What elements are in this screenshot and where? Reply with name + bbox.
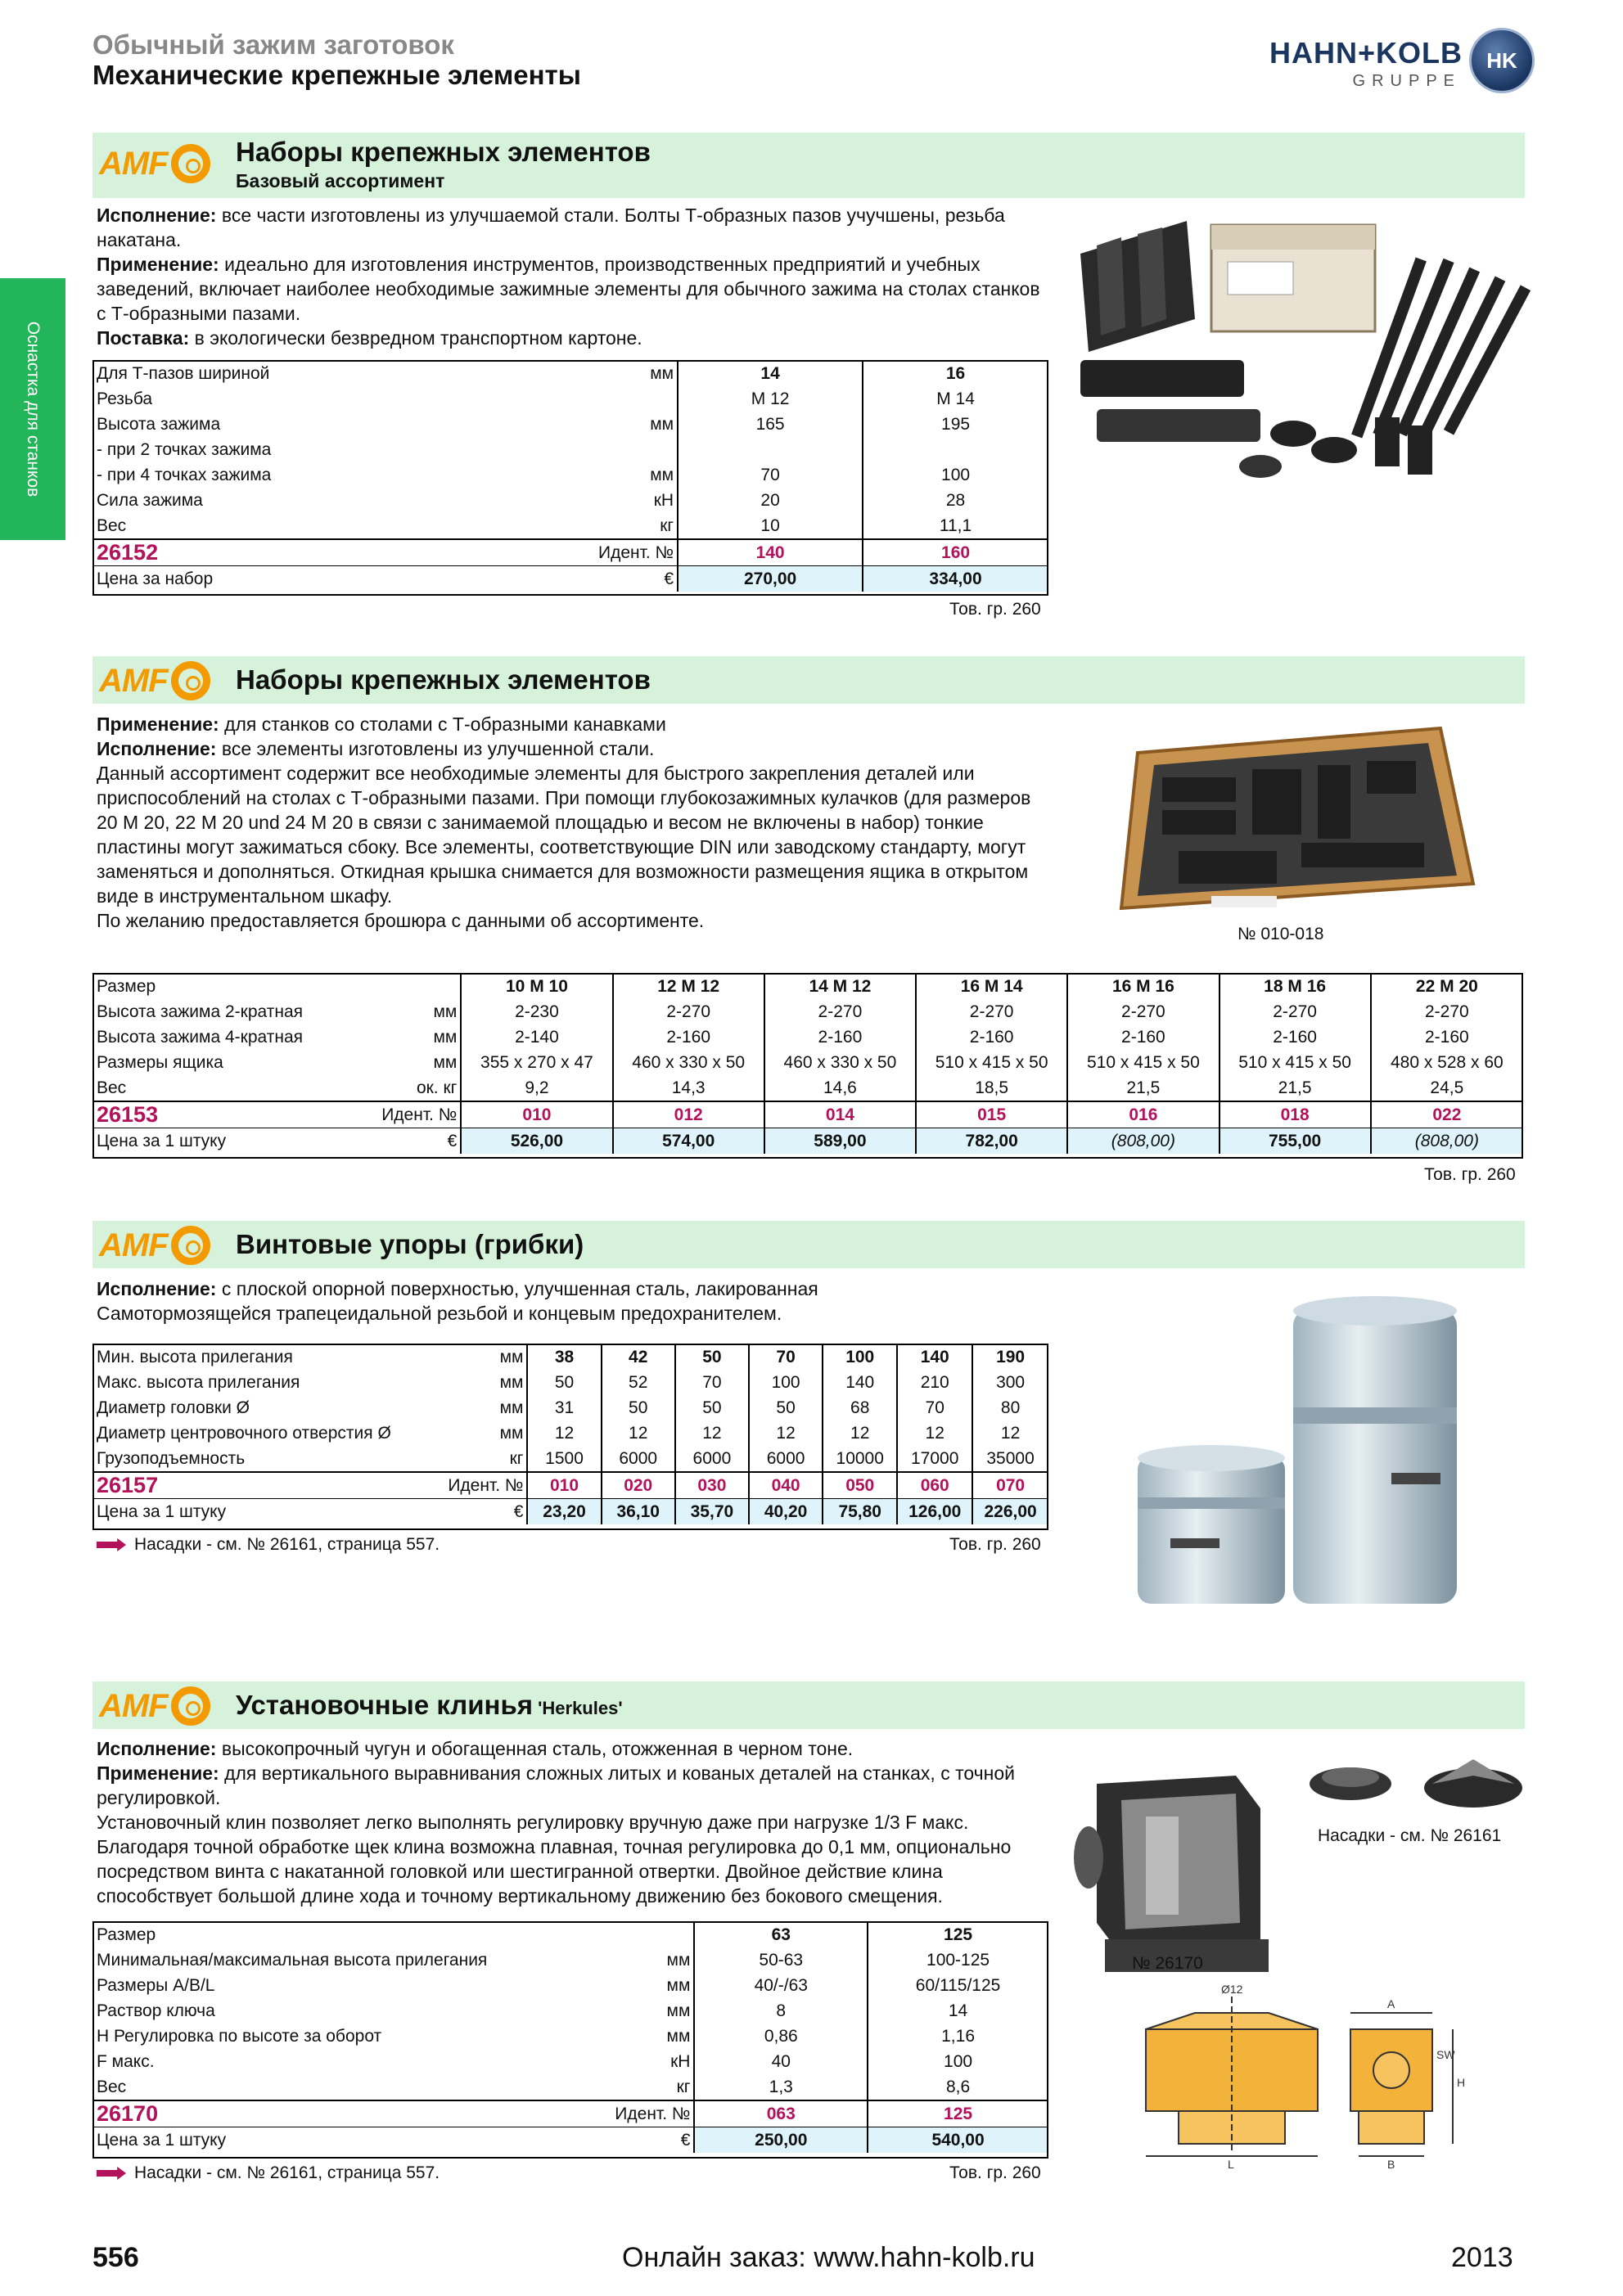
row-unit: ок. кг [416, 1078, 458, 1097]
row-unit: мм [499, 1398, 524, 1417]
article-row [93, 2100, 1048, 2127]
row-label: Высота зажима 2-кратная [97, 1002, 304, 1021]
price-value: 23,20 [527, 1499, 601, 1525]
row-label: Для Т-пазов шириной [97, 364, 270, 383]
table-cell: 2-160 [1371, 1024, 1522, 1050]
table-row [93, 1947, 1048, 1973]
article-row [93, 1101, 1522, 1128]
brand-emblem-icon: HK [1469, 28, 1535, 93]
row-unit: кН [670, 2052, 691, 2071]
table-cell: 12 [749, 1420, 823, 1446]
row-unit: кг [660, 516, 674, 535]
table-row [93, 1395, 1048, 1420]
row-label: Макс. высота прилегания [97, 1373, 300, 1392]
spec-table [93, 1922, 1048, 2153]
ident-number: 010 [461, 1101, 612, 1128]
row-label: Грузоподъемность [97, 1449, 246, 1468]
price-value: 574,00 [613, 1128, 764, 1155]
table-row [93, 2074, 1048, 2100]
ident-number: 060 [897, 1472, 972, 1499]
table-cell: 165 [678, 412, 863, 437]
row-unit: мм [666, 1976, 691, 1995]
table-cell: 70 [897, 1395, 972, 1420]
ident-number: 022 [1371, 1101, 1522, 1128]
table-cell: 52 [602, 1370, 675, 1395]
ident-number: 014 [764, 1101, 916, 1128]
row-label: Высота зажима [97, 415, 221, 434]
table-cell: 12 [527, 1420, 601, 1446]
amf-ring-icon [171, 144, 210, 183]
ident-label: Идент. № [584, 539, 678, 566]
price-value: 540,00 [868, 2127, 1048, 2154]
ident-number: 012 [613, 1101, 764, 1128]
drawing-label: L [1228, 2158, 1234, 2168]
catalog-subcategory: Механические крепежные элементы [92, 60, 581, 90]
table-row [93, 1024, 1522, 1050]
article-number: 26170 [93, 2100, 602, 2127]
table-cell: 2-230 [461, 999, 612, 1024]
section-title: Наборы крепежных элементов [236, 137, 651, 167]
amf-logo: AMF [99, 144, 210, 183]
table-cell: 17000 [897, 1446, 972, 1472]
row-label: Диаметр головки Ø [97, 1398, 250, 1417]
table-cell: 31 [527, 1395, 601, 1420]
table-cell: 14,3 [613, 1075, 764, 1101]
row-unit [584, 437, 678, 462]
table-cell: 70 [675, 1370, 749, 1395]
table-cell: 2-270 [764, 999, 916, 1024]
table-cell: 140 [897, 1344, 972, 1370]
price-value: 126,00 [897, 1499, 972, 1525]
section-description: Применение: для станков со столами с Т-образными канавками Исполнение: все элементы изготовлены из улучшенной стали. Данный ассортимент содержит все необходимые элементы для быстрого закрепления деталей или приспособлений на столах с Т-образными пазами. При помощи глубокозажимных кулачков (для размеров 20 M 20, 22 M 20 und 24 M 20 в связи с занимаемой площадью и весом не включены в набор) тонкие пластины могут зажиматься сбоку. Все элементы, соответствующие DIN или заводскому стандарту, могут заменяться и дополняться. Откидная крышка снимается для возможности размещения ящика в открытом виде в инструментальном шкафу. По желанию предоставляется брошюра с данными об ассортименте. [97, 714, 1031, 931]
table-cell: 1,3 [694, 2074, 868, 2100]
row-unit [584, 386, 678, 412]
section-header-screw-jacks [92, 1221, 1525, 1268]
table-cell: 8 [694, 1998, 868, 2024]
table-cell: 42 [602, 1344, 675, 1370]
row-label: - при 4 точках зажима [97, 466, 272, 484]
price-label: Цена за набор [93, 566, 584, 592]
table-cell: 2-270 [1371, 999, 1522, 1024]
table-cell: 21,5 [1220, 1075, 1371, 1101]
price-value: (808,00) [1067, 1128, 1219, 1155]
amf-ring-icon [171, 661, 210, 700]
price-row [93, 1499, 1048, 1525]
table-row [93, 437, 1048, 462]
table-cell: 125 [868, 1922, 1048, 1947]
table-row [93, 412, 1048, 437]
drawing-label: B [1387, 2158, 1395, 2168]
table-cell: 2-270 [613, 999, 764, 1024]
table-cell: 12 [823, 1420, 897, 1446]
ident-number: 050 [823, 1472, 897, 1499]
table-cell: 50 [749, 1395, 823, 1420]
table-cell: 140 [823, 1370, 897, 1395]
price-row [93, 1128, 1522, 1155]
table-cell: 50 [602, 1395, 675, 1420]
price-value: 75,80 [823, 1499, 897, 1525]
table-cell: 35000 [972, 1446, 1048, 1472]
row-label: Мин. высота прилегания [97, 1348, 293, 1366]
fixture-set-photo [1064, 205, 1539, 507]
table-cell: 12 [675, 1420, 749, 1446]
fixture-case-photo [1105, 720, 1481, 916]
table-cell: 21,5 [1067, 1075, 1219, 1101]
table-cell: 510 x 415 x 50 [1067, 1050, 1219, 1075]
table-cell: 100-125 [868, 1947, 1048, 1973]
table-cell: 12 [897, 1420, 972, 1446]
screw-jack-photo [1121, 1293, 1481, 1620]
table-cell: 300 [972, 1370, 1048, 1395]
table-row [93, 1075, 1522, 1101]
price-value: 40,20 [749, 1499, 823, 1525]
table-cell: 195 [863, 412, 1048, 437]
row-label: F макс. [97, 2052, 155, 2071]
section-title: Установочные клинья 'Herkules' [236, 1690, 623, 1720]
table-cell: 40 [694, 2049, 868, 2074]
table-cell: 28 [863, 488, 1048, 513]
price-value: 35,70 [675, 1499, 749, 1525]
table-row [93, 488, 1048, 513]
table-cell: 6000 [675, 1446, 749, 1472]
arrow-right-icon [97, 1538, 126, 1551]
table-cell: 480 x 528 x 60 [1371, 1050, 1522, 1075]
row-unit: кг [509, 1449, 524, 1468]
price-value: 250,00 [694, 2127, 868, 2154]
row-unit: мм [433, 1002, 458, 1021]
table-cell: 16 M 14 [916, 974, 1067, 999]
product-group: Тов. гр. 260 [949, 1535, 1041, 1554]
product-group: Тов. гр. 260 [1424, 1165, 1516, 1184]
row-unit: мм [666, 2027, 691, 2046]
table-cell: 14 [678, 361, 863, 386]
table-row [93, 1446, 1048, 1472]
row-unit [378, 974, 461, 999]
table-cell: 11,1 [863, 513, 1048, 539]
spec-table [93, 361, 1048, 592]
price-value: 782,00 [916, 1128, 1067, 1155]
table-cell: 12 M 12 [613, 974, 764, 999]
table-cell: 20 [678, 488, 863, 513]
section-header-wedges [92, 1681, 1525, 1729]
table-cell: 18,5 [916, 1075, 1067, 1101]
spec-table [93, 1344, 1048, 1524]
ident-number: 160 [863, 539, 1048, 566]
price-value: (808,00) [1371, 1128, 1522, 1155]
article-number: 26157 [93, 1472, 444, 1499]
brand-name: HAHN+KOLB [1269, 36, 1463, 70]
ident-number: 010 [527, 1472, 601, 1499]
cross-reference-note[interactable]: Насадки - см. № 26161, страница 557. [97, 2163, 440, 2183]
table-cell: 1,16 [868, 2024, 1048, 2049]
price-value: 226,00 [972, 1499, 1048, 1525]
price-value: 526,00 [461, 1128, 612, 1155]
row-label: Размер [97, 1925, 156, 1944]
inserts-photo [1301, 1751, 1531, 1825]
amf-logo: AMF [99, 1686, 210, 1726]
table-cell: 100 [868, 2049, 1048, 2074]
side-category-tab[interactable] [0, 278, 65, 540]
spec-table [93, 974, 1522, 1154]
ident-number: 140 [678, 539, 863, 566]
row-unit: мм [666, 1951, 691, 1970]
table-row [93, 2024, 1048, 2049]
table-cell: 2-270 [1067, 999, 1219, 1024]
ident-number: 063 [694, 2100, 868, 2127]
currency-symbol: € [602, 2127, 695, 2154]
table-row [93, 1420, 1048, 1446]
table-cell: 14 M 12 [764, 974, 916, 999]
table-cell: 0,86 [694, 2024, 868, 2049]
amf-logo: AMF [99, 1226, 210, 1265]
table-row [93, 1344, 1048, 1370]
table-cell: 60/115/125 [868, 1973, 1048, 1998]
table-cell: 50 [675, 1344, 749, 1370]
table-cell: M 14 [863, 386, 1048, 412]
table-row [93, 2049, 1048, 2074]
table-cell: 14 [868, 1998, 1048, 2024]
section-description: Исполнение: все части изготовлены из улучшаемой стали. Болты Т-образных пазов учучшены, резьба накатана. Применение: идеально для изготовления инструментов, производственных предприятий и учебных заведений, включает наиболее необходимые зажимные элементы для обычного зажима на столах станков с Т-образными пазами. Поставка: в экологически безвредном транспортном картоне. [97, 205, 1040, 349]
ident-number: 040 [749, 1472, 823, 1499]
image-caption: № 010-018 [1238, 925, 1324, 943]
ident-number: 125 [868, 2100, 1048, 2127]
price-value: 755,00 [1220, 1128, 1371, 1155]
row-unit: мм [433, 1028, 458, 1047]
table-row [93, 462, 1048, 488]
table-cell: 68 [823, 1395, 897, 1420]
drawing-label: SW [1436, 2048, 1455, 2061]
row-label: Сила зажима [97, 491, 203, 510]
row-label: Размеры A/B/L [97, 1976, 215, 1995]
row-label: Минимальная/максимальная высота прилегания [97, 1951, 488, 1970]
table-cell: 50 [675, 1395, 749, 1420]
table-cell: 70 [678, 462, 863, 488]
price-label: Цена за 1 штуку [93, 1128, 378, 1155]
row-label: Вес [97, 2078, 127, 2096]
table-cell: 6000 [749, 1446, 823, 1472]
row-label: Диаметр центровочного отверстия Ø [97, 1424, 391, 1443]
table-cell [678, 437, 863, 462]
row-unit: кг [676, 2078, 691, 2096]
brand-group: GRUPPE [1352, 72, 1461, 90]
ident-number: 070 [972, 1472, 1048, 1499]
table-cell: 8,6 [868, 2074, 1048, 2100]
ident-number: 020 [602, 1472, 675, 1499]
drawing-label: A [1387, 1997, 1395, 2010]
table-row [93, 999, 1522, 1024]
section-header-fixture-set [92, 656, 1525, 704]
row-label: Размер [97, 977, 156, 996]
table-row [93, 1050, 1522, 1075]
row-unit: мм [650, 466, 674, 484]
table-cell: 2-160 [1067, 1024, 1219, 1050]
page-number: 556 [92, 2242, 139, 2273]
price-label: Цена за 1 штуку [93, 2127, 602, 2154]
drawing-label: H [1457, 2076, 1466, 2089]
table-cell: 460 x 330 x 50 [764, 1050, 916, 1075]
table-cell: 10000 [823, 1446, 897, 1472]
table-cell: 22 M 20 [1371, 974, 1522, 999]
table-cell: 12 [602, 1420, 675, 1446]
row-label: Вес [97, 516, 127, 535]
table-cell: 100 [863, 462, 1048, 488]
section-description: Исполнение: высокопрочный чугун и обогащенная сталь, отожженная в черном тоне. Применение: для вертикального выравнивания сложных литых и кованых деталей на станках, с точной регулировкой. Установочный клин позволяет легко выполнять регулировку вручную даже при нагрузке 1/3 F макс. Благодаря точной обработке щек клина возможна плавная, точная регулировка до 0,1 мм, опционально посредством винта с накатанной головкой или шестигранной отвертки. Двойное действие клина способствует большой длине хода и точному вертикальному движению без бокового смещения. [97, 1738, 1015, 1907]
table-cell: 100 [823, 1344, 897, 1370]
catalog-category: Обычный зажим заготовок [92, 29, 454, 60]
order-url[interactable]: Онлайн заказ: www.hahn-kolb.ru [622, 2242, 1035, 2273]
currency-symbol: € [584, 566, 678, 592]
row-unit: кН [653, 491, 674, 510]
currency-symbol: € [378, 1128, 461, 1155]
row-unit [602, 1922, 695, 1947]
table-cell: 24,5 [1371, 1075, 1522, 1101]
table-cell: 460 x 330 x 50 [613, 1050, 764, 1075]
table-cell: 2-160 [916, 1024, 1067, 1050]
price-row [93, 2127, 1048, 2154]
amf-logo: AMF [99, 661, 210, 700]
currency-symbol: € [444, 1499, 527, 1525]
table-cell: 10 M 10 [461, 974, 612, 999]
table-cell: 2-160 [764, 1024, 916, 1050]
table-cell: 6000 [602, 1446, 675, 1472]
table-cell: 10 [678, 513, 863, 539]
article-number: 26153 [93, 1101, 378, 1128]
row-label: Размеры ящика [97, 1053, 223, 1072]
price-value: 36,10 [602, 1499, 675, 1525]
product-group: Тов. гр. 260 [949, 600, 1041, 619]
table-cell: 38 [527, 1344, 601, 1370]
article-row [93, 539, 1048, 566]
table-cell: 2-270 [916, 999, 1067, 1024]
amf-ring-icon [171, 1226, 210, 1265]
table-cell: 14,6 [764, 1075, 916, 1101]
row-unit: мм [666, 2001, 691, 2020]
row-label: H Регулировка по высоте за оборот [97, 2027, 382, 2046]
price-value: 334,00 [863, 566, 1048, 592]
table-cell: 16 [863, 361, 1048, 386]
row-label: Вес [97, 1078, 127, 1097]
table-cell: 18 M 16 [1220, 974, 1371, 999]
table-cell: 63 [694, 1922, 868, 1947]
table-row [93, 513, 1048, 539]
side-tab-label: Оснастка для станков [24, 321, 43, 497]
price-value: 270,00 [678, 566, 863, 592]
table-cell: 80 [972, 1395, 1048, 1420]
table-row [93, 1370, 1048, 1395]
table-row [93, 1973, 1048, 1998]
price-label: Цена за 1 штуку [93, 1499, 444, 1525]
wedge-technical-drawing [1129, 1980, 1506, 2168]
row-label: - при 2 точках зажима [97, 440, 272, 459]
brand-logo-block [1228, 25, 1535, 98]
table-cell: 70 [749, 1344, 823, 1370]
table-cell: 510 x 415 x 50 [916, 1050, 1067, 1075]
table-cell [863, 437, 1048, 462]
ident-number: 016 [1067, 1101, 1219, 1128]
ident-number: 018 [1220, 1101, 1371, 1128]
table-cell: 2-270 [1220, 999, 1371, 1024]
row-label: Высота зажима 4-кратная [97, 1028, 304, 1047]
table-cell: 2-140 [461, 1024, 612, 1050]
ident-number: 030 [675, 1472, 749, 1499]
section-subtitle: Базовый ассортимент [236, 170, 445, 191]
amf-ring-icon [171, 1686, 210, 1726]
table-cell: 510 x 415 x 50 [1220, 1050, 1371, 1075]
ident-number: 015 [916, 1101, 1067, 1128]
section-title: Винтовые упоры (грибки) [236, 1229, 584, 1259]
table-cell: 9,2 [461, 1075, 612, 1101]
row-unit: мм [499, 1348, 524, 1366]
row-unit: мм [650, 415, 674, 434]
table-cell: 50-63 [694, 1947, 868, 1973]
product-group: Тов. гр. 260 [949, 2163, 1041, 2182]
item-caption: № 26170 [1132, 1954, 1203, 1973]
ident-label: Идент. № [602, 2100, 695, 2127]
row-unit: мм [499, 1373, 524, 1392]
table-row [93, 974, 1522, 999]
article-row [93, 1472, 1048, 1499]
ident-label: Идент. № [444, 1472, 527, 1499]
cross-reference-note[interactable]: Насадки - см. № 26161, страница 557. [97, 1535, 440, 1555]
table-cell: 12 [972, 1420, 1048, 1446]
table-cell: 2-160 [1220, 1024, 1371, 1050]
price-row [93, 566, 1048, 592]
table-cell: 1500 [527, 1446, 601, 1472]
table-cell: 50 [527, 1370, 601, 1395]
table-cell: 40/-/63 [694, 1973, 868, 1998]
table-row [93, 1922, 1048, 1947]
price-value: 589,00 [764, 1128, 916, 1155]
row-unit: мм [499, 1424, 524, 1443]
table-cell: 355 x 270 x 47 [461, 1050, 612, 1075]
table-cell: 100 [749, 1370, 823, 1395]
row-unit: мм [650, 364, 674, 383]
arrow-right-icon [97, 2167, 126, 2180]
drawing-label: Ø12 [1221, 1983, 1243, 1996]
row-label: Раствор ключа [97, 2001, 215, 2020]
section-title: Наборы крепежных элементов [236, 664, 651, 695]
section-description: Исполнение: с плоской опорной поверхностью, улучшенная сталь, лакированная Самотормозящейся трапецеидальной резьбой и концевым предохранителем. [97, 1278, 818, 1324]
table-cell: 16 M 16 [1067, 974, 1219, 999]
article-number: 26152 [93, 539, 584, 566]
section-header-basic-set [92, 133, 1525, 198]
row-label: Резьба [97, 389, 153, 408]
ident-label: Идент. № [378, 1101, 461, 1128]
row-unit: мм [433, 1053, 458, 1072]
table-row [93, 361, 1048, 386]
catalog-year: 2013 [1451, 2242, 1513, 2273]
inserts-caption: Насадки - см. № 26161 [1318, 1826, 1502, 1845]
table-cell: M 12 [678, 386, 863, 412]
table-cell: 2-160 [613, 1024, 764, 1050]
table-row [93, 386, 1048, 412]
table-cell: 190 [972, 1344, 1048, 1370]
table-row [93, 1998, 1048, 2024]
table-cell: 210 [897, 1370, 972, 1395]
